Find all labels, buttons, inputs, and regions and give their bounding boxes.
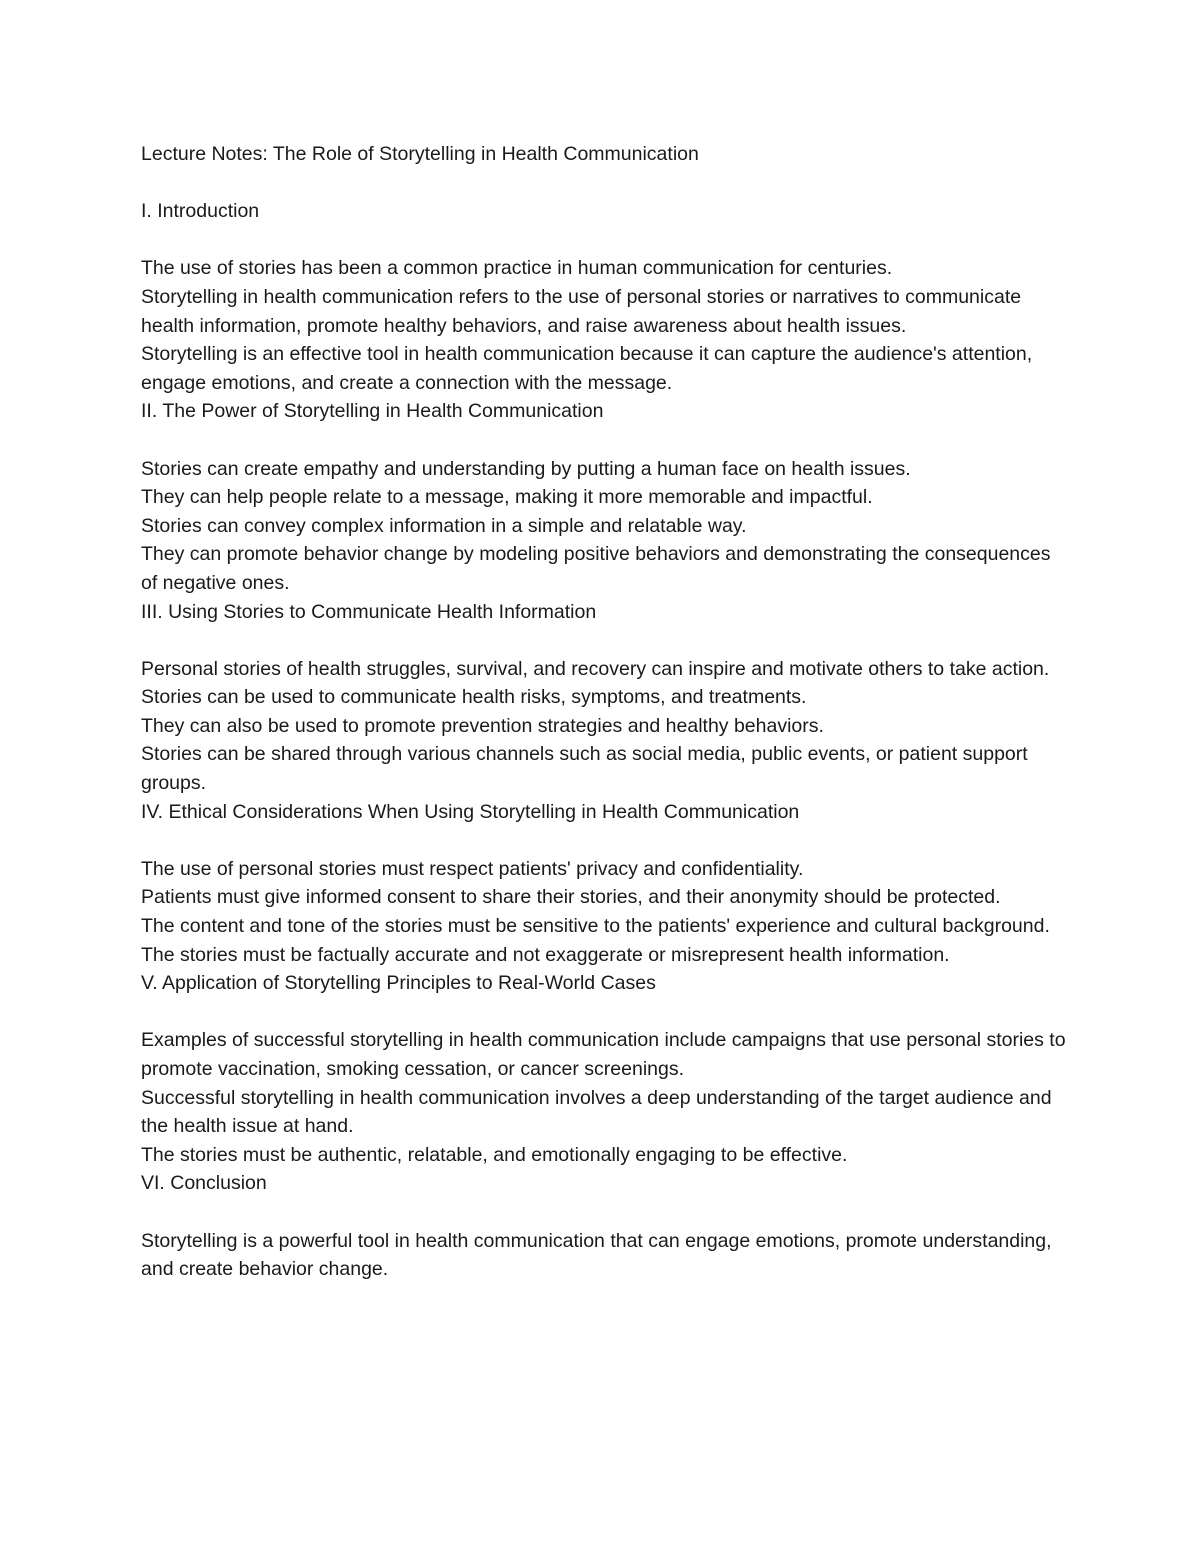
spacer [141, 169, 1071, 198]
section-heading-conclusion: VI. Conclusion [141, 1172, 267, 1195]
paragraph: Stories can convey complex information in a simple and relatable way. [141, 514, 747, 537]
paragraph: Stories can be shared through various channels such as social media, public events, or patient support groups. [141, 743, 1028, 795]
paragraph: The content and tone of the stories must be sensitive to the patients' experience and cultural background. [141, 915, 1050, 938]
spacer [141, 1198, 1071, 1227]
section-heading-ethical-considerations: IV. Ethical Considerations When Using Storytelling in Health Communication [141, 800, 800, 823]
paragraph: Stories can create empathy and understanding by putting a human face on health issues. [141, 457, 911, 480]
spacer [141, 226, 1071, 255]
section-heading-power-of-storytelling: II. The Power of Storytelling in Health Communication [141, 400, 604, 423]
spacer [141, 826, 1071, 855]
paragraph: Examples of successful storytelling in health communication include campaigns that use personal stories to promote vaccination, smoking cessation, or cancer screenings. [141, 1029, 1066, 1080]
paragraph: The use of personal stories must respect patients' privacy and confidentiality. [141, 857, 804, 880]
spacer [141, 998, 1071, 1027]
section-heading-application: V. Application of Storytelling Principles to Real-World Cases [141, 972, 656, 995]
paragraph: Storytelling is an effective tool in health communication because it can capture the audience's attention, engage emotions, and create a connection with the message. [141, 343, 1033, 394]
paragraph: Storytelling in health communication refers to the use of personal stories or narratives to communicate health information, promote healthy behaviors, and raise awareness about health issues. [141, 285, 1022, 337]
paragraph: They can promote behavior change by modeling positive behaviors and demonstrating the consequences of negative ones. [141, 543, 1051, 594]
section-heading-using-stories: III. Using Stories to Communicate Health Information [141, 600, 597, 623]
paragraph: The use of stories has been a common practice in human communication for centuries. [141, 257, 893, 280]
paragraph: They can help people relate to a message, making it more memorable and impactful. [141, 486, 873, 509]
paragraph: Patients must give informed consent to share their stories, and their anonymity should be protected. [141, 886, 1001, 909]
spacer [141, 626, 1071, 655]
spacer [141, 426, 1071, 455]
paragraph: Personal stories of health struggles, survival, and recovery can inspire and motivate others to take action. [141, 657, 1050, 680]
paragraph: They can also be used to promote prevention strategies and healthy behaviors. [141, 714, 824, 737]
paragraph: Stories can be used to communicate health risks, symptoms, and treatments. [141, 686, 807, 709]
paragraph: The stories must be factually accurate and not exaggerate or misrepresent health information. [141, 943, 950, 966]
paragraph: Successful storytelling in health communication involves a deep understanding of the target audience and the health issue at hand. [141, 1086, 1052, 1138]
paragraph: Storytelling is a powerful tool in health communication that can engage emotions, promote understanding, and create behavior change. [141, 1229, 1052, 1281]
section-heading-introduction: I. Introduction [141, 200, 260, 223]
document-title: Lecture Notes: The Role of Storytelling in Health Communication [141, 143, 699, 165]
document-page [141, 140, 1071, 1284]
paragraph: The stories must be authentic, relatable, and emotionally engaging to be effective. [141, 1143, 848, 1166]
